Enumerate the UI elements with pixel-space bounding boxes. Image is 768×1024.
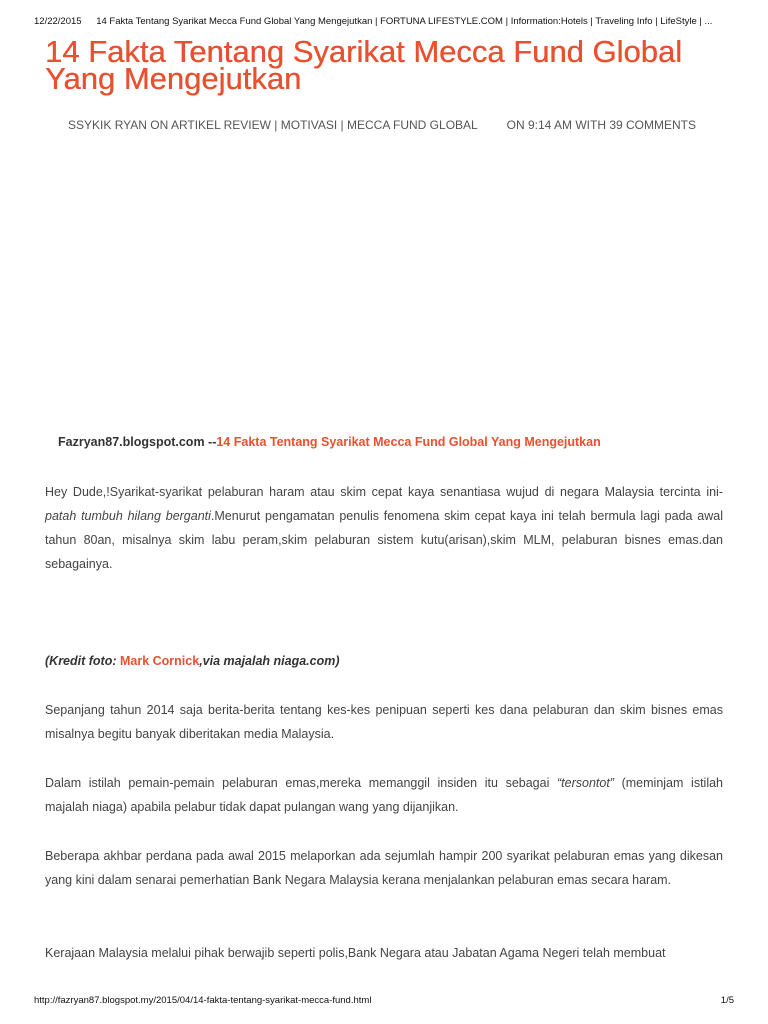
paragraph-200-companies: Beberapa akhbar perdana pada awal 2015 melaporkan ada sejumlah hampir 200 syarikat pelaburan emas yang dikesan yang kini dalam senarai pemerhatian Bank Negara Malaysia kerana menjalankan pelaburan emas secara haram. <box>45 849 723 887</box>
post-time-prefix: ON <box>506 118 525 132</box>
category-link-motivasi[interactable]: MOTIVASI <box>280 118 338 132</box>
paragraph-tersontot-part-a: Dalam istilah pemain-pemain pelaburan emas,mereka memanggil insiden itu sebagai <box>45 776 557 790</box>
print-date: 12/22/2015 <box>34 16 82 27</box>
paragraph-intro-part-b: .Menurut pengamatan penulis fenomena skim cepat kaya ini telah bermula lagi pada awal tahun 80an, misalnya skim labu peram,skim pelaburan sistem kutu(arisan),skim MLM, pelaburan bisnes emas.dan sebagainya. <box>45 509 723 571</box>
paragraph-2014-news: Sepanjang tahun 2014 saja berita-berita tentang kes-kes penipuan seperti kes dana pelaburan dan skim bisnes emas misalnya begitu banyak diberitakan media Malaysia. <box>45 703 723 741</box>
post-author[interactable]: SSYKIK RYAN <box>68 118 147 132</box>
paragraph-government: Kerajaan Malaysia melalui pihak berwajib seperti polis,Bank Negara atau Jabatan Agama Negeri telah membuat <box>45 946 666 960</box>
post-on-label: ON <box>150 118 169 132</box>
photo-credit <box>45 654 340 668</box>
paragraph-tersontot-part-b: (meminjam istilah majalah niaga) apabila pelabur tidak dapat pulangan wang yang dijanjikan. <box>45 776 724 814</box>
category-link-artikel-review[interactable]: ARTIKEL REVIEW <box>170 118 271 132</box>
source-article-link[interactable]: 14 Fakta Tentang Syarikat Mecca Fund Global Yang Mengejutkan <box>216 435 601 449</box>
paragraph-tersontot <box>45 771 723 819</box>
category-separator: | <box>337 118 348 132</box>
paragraph-intro-italic: patah tumbuh hilang berganti <box>45 509 211 523</box>
comments-link[interactable]: WITH 39 COMMENTS <box>575 118 696 132</box>
article-title: 14 Fakta Tentang Syarikat Mecca Fund Global Yang Mengejutkan <box>45 34 682 96</box>
credit-name-link[interactable]: Mark Cornick <box>119 654 200 668</box>
credit-prefix: (Kredit foto: <box>45 654 120 668</box>
paragraph-tersontot-italic: “tersontot” <box>557 776 614 790</box>
category-separator: | <box>270 118 281 132</box>
paragraph-intro <box>45 480 723 576</box>
paragraph-intro-part-a: Hey Dude,!Syarikat-syarikat pelaburan haram atau skim cepat kaya senantiasa wujud di negara Malaysia tercinta ini- <box>45 485 723 499</box>
print-page-number: 1/5 <box>720 995 734 1006</box>
print-url: http://fazryan87.blogspot.my/2015/04/14-fakta-tentang-syarikat-mecca-fund.html <box>34 995 372 1006</box>
post-time: 9:14 AM <box>527 118 572 132</box>
source-site: Fazryan87.blogspot.com -- <box>58 435 217 449</box>
print-footer <box>34 995 734 1006</box>
print-page-title: 14 Fakta Tentang Syarikat Mecca Fund Global Yang Mengejutkan | FORTUNA LIFESTYLE.COM | Information:Hotels | Traveling Info | LifeStyle | ... <box>96 16 713 27</box>
print-header <box>34 16 754 27</box>
credit-suffix: ,via majalah niaga.com) <box>199 654 340 668</box>
category-link-mecca-fund-global[interactable]: MECCA FUND GLOBAL <box>347 118 478 132</box>
source-line <box>58 435 601 449</box>
post-meta <box>68 118 696 132</box>
